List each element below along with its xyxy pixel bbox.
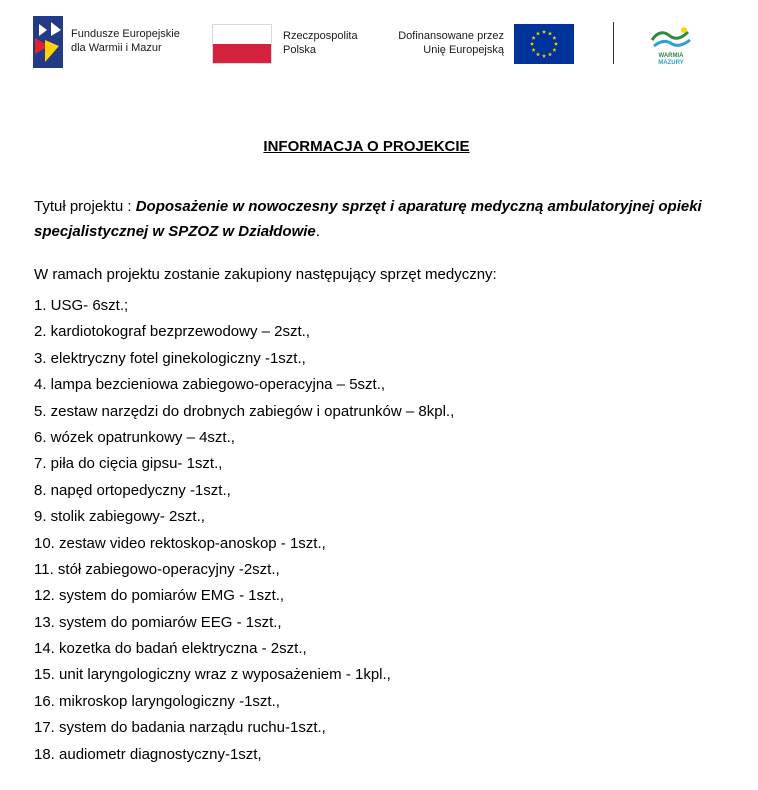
- project-label: Tytuł projektu :: [34, 198, 136, 215]
- intro-text: W ramach projektu zostanie zakupiony następujący sprzęt medyczny:: [34, 266, 497, 283]
- logo-bar: [0, 0, 758, 90]
- poland-flag: [212, 24, 272, 64]
- list-item: 17. system do badania narządu ruchu-1szt.,: [34, 719, 326, 737]
- list-item: 13. system do pomiarów EEG - 1szt.,: [34, 613, 282, 631]
- project-name: Doposażenie w nowoczesny sprzęt i aparaturę medyczną ambulatoryjnej opieki specjalistycznej w SPZOZ w Działdowie: [34, 198, 702, 240]
- list-item: 5. zestaw narzędzi do drobnych zabiegów i opatrunków – 8kpl.,: [34, 402, 455, 420]
- list-item: 6. wózek opatrunkowy – 4szt.,: [34, 428, 235, 446]
- project-end: .: [315, 223, 320, 240]
- list-item: 16. mikroskop laryngologiczny -1szt.,: [34, 692, 280, 710]
- fundusze-europejskie-logo: [33, 16, 63, 68]
- fe-line1: Fundusze Europejskie: [71, 28, 180, 40]
- pl-line1: Rzeczpospolita: [283, 30, 358, 42]
- list-item: 8. napęd ortopedyczny -1szt.,: [34, 481, 231, 499]
- list-item: 18. audiometr diagnostyczny-1szt,: [34, 745, 262, 763]
- fundusze-europejskie-text: [71, 27, 180, 55]
- equipment-list: [34, 293, 454, 768]
- eu-cofinancing-text: [388, 29, 504, 57]
- list-item: 10. zestaw video rektoskop-anoskop - 1szt.,: [34, 534, 326, 552]
- eu-flag: [514, 24, 574, 64]
- project-title: [34, 194, 724, 244]
- list-item: 11. stół zabiegowo-operacyjny -2szt.,: [34, 560, 280, 578]
- list-item: 15. unit laryngologiczny wraz z wyposażeniem - 1kpl.,: [34, 666, 391, 684]
- list-item: 14. kozetka do badań elektryczna - 2szt.,: [34, 640, 307, 658]
- list-item: 1. USG- 6szt.;: [34, 297, 129, 314]
- list-item: 7. piła do cięcia gipsu- 1szt.,: [34, 455, 223, 473]
- wm-logo-text: WARMIA: [658, 53, 684, 59]
- eu-line2: Unię Europejską: [423, 44, 504, 56]
- pl-line2: Polska: [283, 44, 317, 56]
- eu-line1: Dofinansowane przez: [398, 30, 504, 42]
- rzeczpospolita-text: [283, 29, 358, 57]
- document-title: INFORMACJA O PROJEKCIE: [263, 138, 470, 155]
- list-item: 3. elektryczny fotel ginekologiczny -1szt.,: [34, 349, 306, 367]
- list-item: 9. stolik zabiegowy- 2szt.,: [34, 508, 205, 526]
- fe-line2: dla Warmii i Mazur: [71, 42, 162, 54]
- list-item: 12. system do pomiarów EMG - 1szt.,: [34, 587, 285, 605]
- logo-divider: [613, 22, 614, 64]
- list-item: 4. lampa bezcieniowa zabiegowo-operacyjna – 5szt.,: [34, 376, 386, 394]
- warmia-mazury-logo: [648, 22, 694, 66]
- wm-logo-text-2: MAZURY: [658, 60, 684, 66]
- list-item: 2. kardiotokograf bezprzewodowy – 2szt.,: [34, 323, 310, 341]
